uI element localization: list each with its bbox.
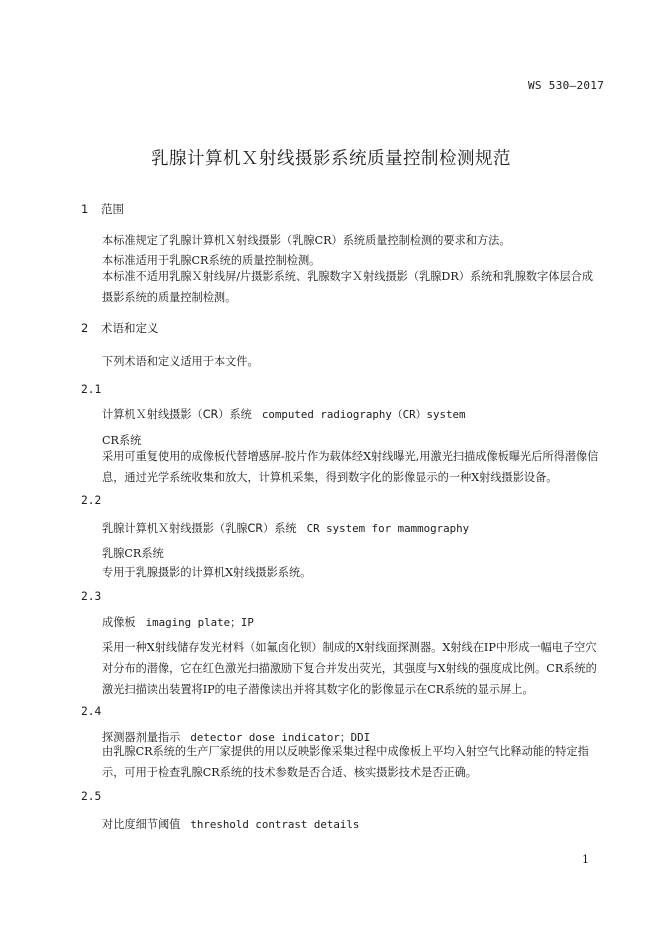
section-title: 范围 — [101, 202, 124, 216]
term-definition: 采用一种X射线储存发光材料（如氟卤化钡）制成的X射线面探测器。X射线在IP中形成一幅电子空穴对分布的潜像，它在红色激光扫描激励下复合并发出荧光，其强度与X射线的强度成比例。CR系统的激光扫描读出装置将IP的电子潜像读出并将其数字化的影像显示在CR系统的显示屏上。 — [102, 641, 597, 696]
section-number: 2 — [81, 321, 89, 335]
term-title: 对比度细节阈值 threshold contrast details — [102, 818, 360, 831]
scope-paragraph-1: 本标准规定了乳腺计算机Ｘ射线摄影（乳腺CR）系统质量控制检测的要求和方法。 — [102, 234, 511, 247]
term-number: 2.5 — [81, 790, 102, 803]
term-title: 计算机Ｘ射线摄影（CR）系统 computed radiography（CR）system — [102, 408, 466, 421]
term-definition: 由乳腺CR系统的生产厂家提供的用以反映影像采集过程中成像板上平均入射空气比释动能的特定指示，可用于检查乳腺CR系统的技术参数是否合适、核实摄影技术是否正确。 — [102, 745, 589, 779]
term-title: 乳腺计算机Ｘ射线摄影（乳腺CR）系统 CR system for mammography — [102, 522, 470, 535]
term-title: 探测器剂量指示 detector dose indicator；DDI — [102, 731, 371, 744]
section-heading-terms — [81, 320, 159, 336]
scope-paragraph-3: 本标准不适用乳腺Ｘ射线屏/片摄影系统、乳腺数字Ｘ射线摄影（乳腺DR）系统和乳腺数字体层合成摄影系统的质量控制检测。 — [102, 270, 594, 304]
term-number: 2.1 — [81, 383, 102, 396]
term-number: 2.4 — [81, 705, 102, 718]
page-number: 1 — [582, 853, 589, 866]
term-definition: 采用可重复使用的成像板代替增感屏-胶片作为载体经X射线曝光,用激光扫描成像板曝光后所得潜像信息，通过光学系统收集和放大，计算机采集，得到数字化的影像显示的一种X射线摄影设备。 — [102, 450, 599, 484]
document-title: 乳腺计算机Ｘ射线摄影系统质量控制检测规范 — [151, 149, 511, 169]
section-title: 术语和定义 — [101, 321, 159, 335]
term-definition: 专用于乳腺摄影的计算机X射线摄影系统。 — [102, 566, 312, 579]
term-abbrev: 乳腺CR系统 — [102, 547, 164, 560]
term-number: 2.2 — [81, 494, 102, 507]
term-title: 成像板 imaging plate；IP — [102, 616, 254, 629]
section-number: 1 — [81, 202, 89, 216]
standard-number: WS 530—2017 — [528, 79, 605, 92]
term-abbrev: CR系统 — [102, 434, 142, 447]
terms-intro: 下列术语和定义适用于本文件。 — [102, 355, 259, 368]
term-number: 2.3 — [81, 590, 102, 603]
scope-paragraph-2: 本标准适用于乳腺CR系统的质量控制检测。 — [102, 254, 321, 267]
section-heading-scope — [81, 201, 124, 217]
